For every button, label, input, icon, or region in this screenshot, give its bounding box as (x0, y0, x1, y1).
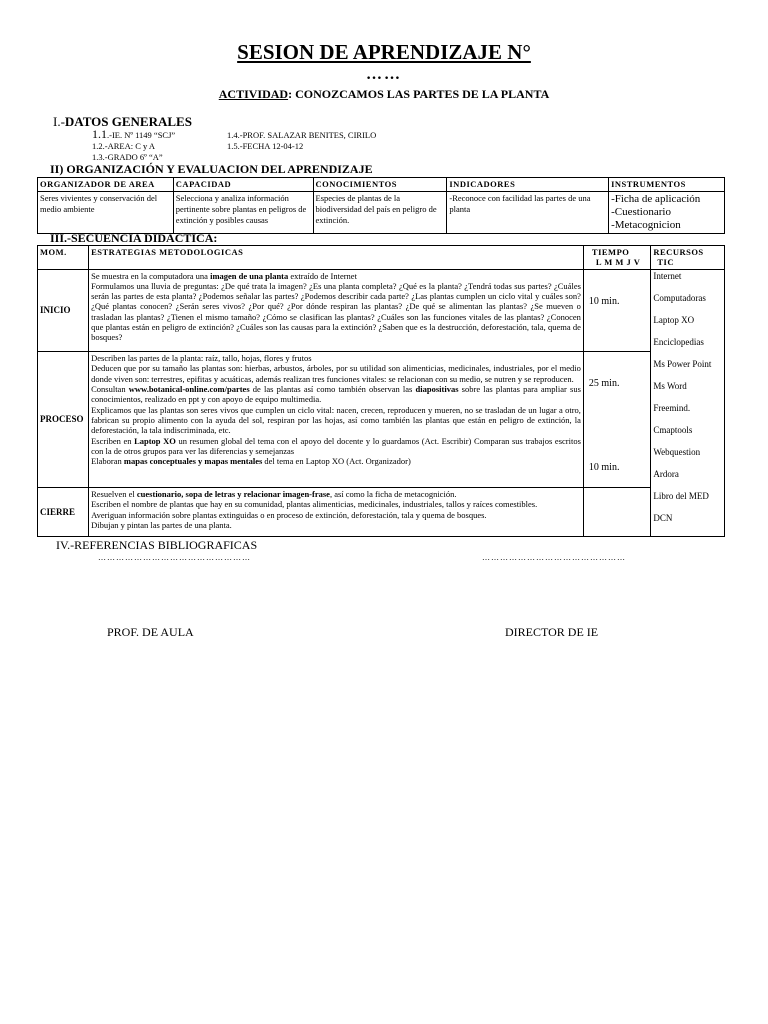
organization-header-row (38, 178, 725, 192)
sequence-row-cierre (38, 488, 725, 537)
sequence-header-row (38, 246, 725, 270)
header-tiempo (583, 246, 650, 270)
estrategia-line: Escriben el nombre de plantas que hay en su comunidad, plantas alimenticias, medicinales, industriales, tallos y raíces comestibles. (91, 499, 538, 510)
estrategia-line: Describen las partes de la planta: raíz, tallo, hojas, flores y frutos (91, 353, 312, 364)
recurso-item: Cmaptools (653, 424, 693, 435)
item-1-1-num: 1.1 (92, 127, 107, 141)
cell-instrumentos (609, 192, 725, 234)
activity-label: ACTIVIDAD (218, 87, 289, 101)
sequence-row-proceso (38, 352, 725, 488)
cell-conocimientos: Especies de plantas de la biodiversidad del país en peligro de extinción. (313, 192, 447, 234)
estrategia-line: Escriben en Laptop XO un resumen global del tema con el apoyo del docente y lo guardamos (Act. Escribir) Comparan sus trabajos escritos con la de otros grupos para ver las diferencias y semejanzas (91, 435, 581, 456)
section1-title: DATOS GENERALES (64, 114, 192, 129)
recurso-item: Freemind. (653, 402, 691, 413)
instrumento-item: -Metacognicion (611, 219, 681, 231)
header-recursos (651, 246, 725, 270)
header-estrategias: ESTRATEGIAS METODOLOGICAS (89, 246, 584, 270)
activity-line (0, 87, 768, 102)
header-conocimientos: CONOCIMIENTOS (313, 178, 447, 192)
mom-cell: PROCESO (38, 352, 89, 488)
tiempo-days: L M M J V (595, 257, 641, 268)
signature-director: DIRECTOR DE IE (505, 625, 599, 639)
header-instrumentos: INSTRUMENTOS (609, 178, 725, 192)
estrategias-cell (89, 269, 584, 352)
tiempo-value: 25 min. (588, 378, 620, 390)
item-1-1 (92, 127, 175, 142)
item-1-3: 1.3.-GRADO 6º “A” (92, 152, 163, 162)
cell-organizador: Seres vivientes y conservación del medio ambiente (38, 192, 174, 234)
recurso-item: Computadoras (653, 292, 706, 303)
estrategia-line: Deducen que por su tamaño las plantas son: hierbas, arbustos, árboles, por su utilidad son alimenticias, medicinales, industriales, por el medio donde viven son: terrestres, epifitas y acuáticas, además realizan tres funciones vitales: se relacionan con su medio, se nutren y se reproducen. (91, 363, 581, 384)
recurso-item: Internet (653, 270, 682, 281)
estrategia-line: Elaboran mapas conceptuales y mapas mentales del tema en Laptop XO (Act. Organizador) (91, 456, 411, 467)
tiempo-cell (583, 352, 650, 488)
mom-cell: CIERRE (38, 488, 89, 537)
header-organizador: ORGANIZADOR DE AREA (38, 178, 174, 192)
estrategia-line: Resuelven el cuestionario, sopa de letras y relacionar imagen-frase, así como la ficha de metacognición. (91, 489, 457, 499)
organization-table (37, 177, 725, 234)
estrategia-line: Averiguan información sobre plantas extinguidas o en proceso de extinción, deforestación, tala y quema de bosques. (91, 509, 487, 520)
recursos-sub: TIC (657, 257, 674, 268)
item-1-5: 1.5.-FECHA 12-04-12 (227, 141, 304, 151)
estrategia-line: Dibujan y pintan las partes de una planta. (91, 519, 232, 530)
item-1-4: 1.4.-PROF. SALAZAR BENITES, CIRILO (227, 130, 377, 140)
didactic-sequence-table (37, 245, 725, 537)
tiempo-cell (583, 269, 650, 352)
recurso-item: Libro del MED (653, 490, 709, 501)
recursos-label: RECURSOS (653, 247, 704, 257)
recurso-item: Enciclopedias (653, 336, 704, 347)
estrategia-line: Se muestra en la computadora una imagen de una planta extraído de Internet (91, 270, 357, 281)
section3-heading: III.-SECUENCIA DIDACTICA: (50, 231, 218, 245)
title-dots: …… (366, 66, 402, 83)
item-1-1-text: .-IE. Nº 1149 “SCJ” (107, 130, 176, 140)
recurso-item: DCN (653, 512, 673, 523)
section4-heading: IV.-REFERENCIAS BIBLIOGRAFICAS (56, 538, 258, 552)
estrategia-line: Consultan www.botanical-online.com/partes de las plantas así como también observan las diapositivas sobre las plantas para ampliar sus conocimientos, realizado en ppt y con apoyo de equipo multimedia. (91, 384, 581, 405)
sequence-row-inicio (38, 269, 725, 352)
signature-line-right: ………………………………………… (482, 553, 626, 562)
recurso-item: Laptop XO (653, 314, 695, 325)
recurso-item: Ms Power Point (653, 358, 712, 369)
section1-num: I.- (53, 114, 65, 129)
estrategia-line: Formulamos una lluvia de preguntas: ¿De qué trata la imagen? ¿Es una planta completa? ¿Qué es la planta? ¿Tendrá todas sus partes? ¿Cuáles serán las partes de esta planta? ¿Podemos señalar las partes? ¿Podemos describir cada parte? ¿Las plantas cumplen un ciclo vital y cuáles son? ¿Qué plantas conocen? ¿Serán seres vivos? ¿Por qué? ¿Por dónde respiran las plantas? ¿De qué se alimentan las plantas? ¿Se mueven o trasladan las plantas? ¿Tienen el mismo tamaño? ¿Cómo se clasifican las plantas? ¿Cuáles son las funciones vitales de las plantas? ¿Conocen que plantas están en peligro de extinción? ¿Cuáles son las causas para la extinción? ¿Saben que es la destrucción, deforestación, tala, quema de bosques? (91, 280, 581, 343)
tiempo-value: 10 min. (588, 462, 620, 474)
recurso-item: Ms Word (653, 380, 687, 391)
instrumento-item: -Ficha de aplicación (611, 193, 701, 205)
estrategias-cell (89, 488, 584, 537)
estrategia-line: Explicamos que las plantas son seres vivos que cumplen un ciclo vital: nacen, crecen, reproducen y mueren, no se trasladan de un lugar a otro, fabrican su propio alimento con la ayuda del sol, respiran por las hojas, así como también las plantas que están en peligro de extinción, la deforestación, la tala indiscriminada, etc. (91, 404, 581, 436)
header-capacidad: CAPACIDAD (173, 178, 313, 192)
signature-prof: PROF. DE AULA (107, 625, 194, 639)
activity-text: : CONOZCAMOS LAS PARTES DE LA PLANTA (288, 87, 550, 101)
page-title: SESION DE APRENDIZAJE N° (237, 40, 531, 64)
signature-line-left: …………………………………………… (98, 553, 251, 562)
header-mom: MOM. (38, 246, 89, 270)
cell-indicadores: -Reconoce con facilidad las partes de una planta (447, 192, 609, 234)
header-indicadores: INDICADORES (447, 178, 609, 192)
recurso-item: Ardora (653, 468, 679, 479)
organization-row (38, 192, 725, 234)
instrumento-item: -Cuestionario (611, 206, 671, 218)
recursos-cell (651, 269, 725, 536)
recurso-item: Webquestion (653, 446, 701, 457)
estrategias-cell (89, 352, 584, 488)
mom-cell: INICIO (38, 269, 89, 352)
tiempo-label: TIEMPO (591, 247, 630, 257)
tiempo-cell (583, 488, 650, 537)
section2-heading: II) ORGANIZACIÓN Y EVALUACION DEL APRENDIZAJE (50, 162, 373, 176)
cell-capacidad: Selecciona y analiza información pertinente sobre plantas en peligros de extinción y posibles causas (173, 192, 313, 234)
item-1-2: 1.2.-AREA: C y A (92, 141, 156, 151)
tiempo-value: 10 min. (588, 295, 620, 307)
